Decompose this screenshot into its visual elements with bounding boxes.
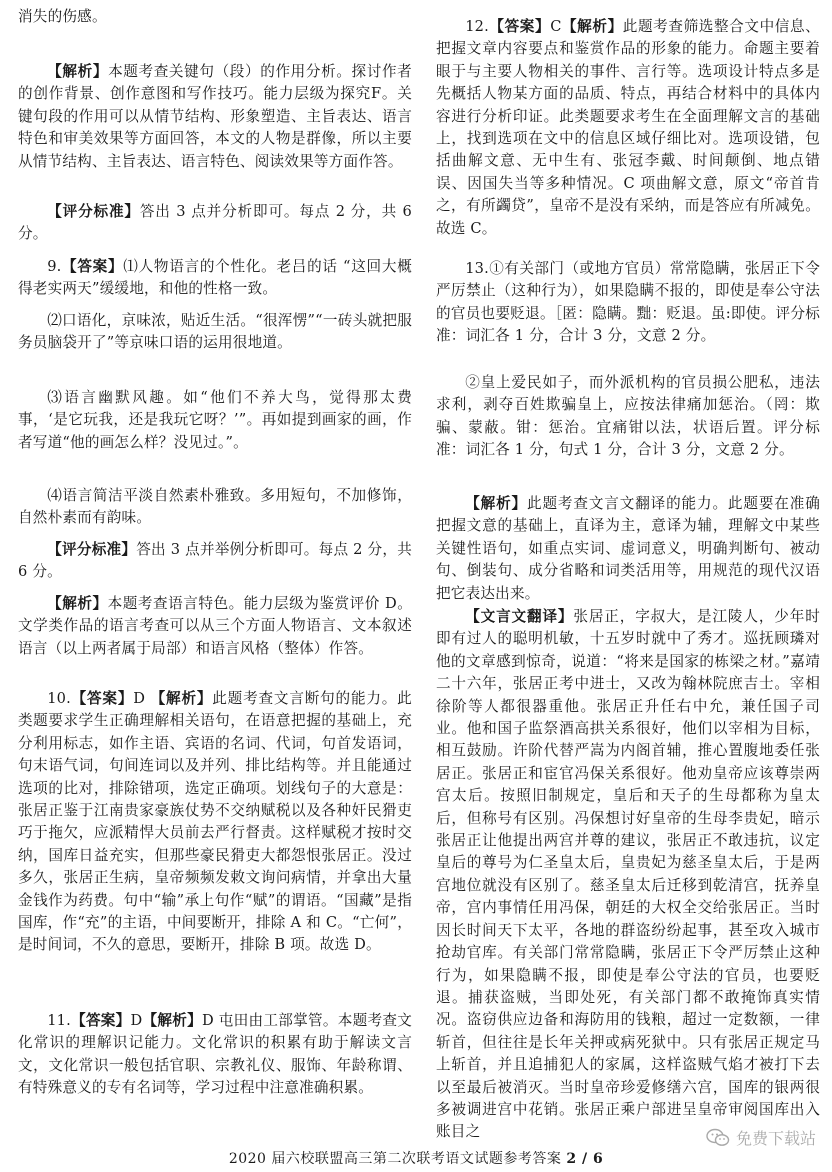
page-number: 2 / 6 [566,1151,604,1167]
answer-9-point-4: ⑷语言简洁平淡自然素朴雅致。多用短句，不加修饰，自然朴素而有韵味。 [18,487,412,527]
scoring-9: 【评分标准】答出 3 点并举例分析即可。每点 2 分，共 6 分。 [18,541,413,581]
answer-13-part-1: 13.①有关部门（或地方官员）常常隐瞒，张居正下令严厉禁止（这种行为），如果隐瞒不报的，即使是奉公守法的官员也要贬退。［匿：隐瞒。黜：贬退。虽:即使。评分标准：词汇各 1 分，合计 3 分，文意 2 分。 [436,260,820,345]
paragraph-continuation: 消失的伤感。 [18,8,107,25]
analysis-8: 【解析】本题考查关键句（段）的作用分析。探讨作者的创作背景、创作意图和写作技巧。能力层级为探究F。关键句段的作用可以从情节结构、形象塑造、主旨表达、语言特色和审美效果等方面回答，本文的人物是群像，所以主要从情节结构、主旨表达、语言特色、阅读效果等方面作答。 [18,63,412,170]
analysis-13: 【解析】此题考查文言文翻译的能力。此题要在准确把握文意的基础上，直译为主，意译为辅，理解文中某些关键性语句，如重点实词、虚词意义，明确判断句、被动句、倒装句、成分省略和词类活用等，用规范的现代汉语把它表达出来。 [436,495,820,602]
answer-9-point-2: ⑵口语化，京味浓，贴近生活。“很浑愣”“一砖头就把服务员脑袋开了”等京味口语的运用很地道。 [18,312,412,352]
answer-11: 11.【答案】D【解析】D 屯田由工部掌管。本题考查文化常识的理解识记能力。文化常识的积累有助于解读文言文，文化常识一般包括官职、宗教礼仪、服饰、年龄称谓、有特殊意义的专有名词等，学习过程中注意准确积累。 [18,1012,412,1097]
footer-title: 2020 届六校联盟高三第二次联考语文试题参考答案 [228,1151,562,1167]
wechat-icon [706,1128,730,1148]
watermark-text: 免费下载站 [735,1129,816,1148]
classical-translation: 【文言文翻译】张居正，字叔大，是江陵人，少年时即有过人的聪明机敏，十五岁时就中了秀才。巡抚顾璘对他的文章感到惊奇，说道：“将来是国家的栋梁之材。”嘉靖二十六年，张居正考中进士，又改为翰林院庶吉士。宰相徐阶等人都很器重他。张居正升任右中允，兼任国子司业。他和国子监祭酒高拱关系很好，他们以宰相为目标，相互鼓励。许阶代替严嵩为内阁首辅，推心置腹地委任张居正。张居正和宦官冯保关系很好。他劝皇帝应该尊崇两宫太后。按照旧制规定，皇后和天子的生母都称为皇太后，但称号有区别。冯保想讨好皇帝的生母李贵妃，暗示张居正让他提出两宫并尊的建议，张居正不敢违抗，议定皇后的尊号为仁圣皇太后，皇贵妃为慈圣皇太后，于是两宫地位就没有区别了。慈圣皇太后迁移到乾清宫，抚养皇帝，宫内事情任用冯保，朝廷的大权全交给张居正。当时因长时间天下太平，各地的群盗纷纷起事，甚至攻入城市抢劫官库。有关部门常常隐瞒，张居正下令严厉禁止这种行为，如果隐瞒不报，即使是奉公守法的官员，也要贬退。捕获盗贼，当即处死，有关部门都不敢掩饰真实情况。盗窃供应边备和海防用的钱粮，超过一定数额，一律斩首，但往往是长年关押或病死狱中。只有张居正规定马上斩首，并且追捕犯人的家属，这样盗贼气焰才被打下去以至最后被消灭。当时皇帝珍爱修缮六宫，国库的银两很多被调进宫中花销。张居正乘户部进呈皇帝审阅国库出入账目之 [436,608,820,1141]
page-footer [0,1148,832,1168]
answer-10: 10.【答案】D 【解析】此题考查文言断句的能力。此类题要求学生正确理解相关语句，在语意把握的基础上，充分利用标志，如作主语、宾语的名词、代词，句首发语词，句末语气词，句间连词以及并列、排比结构等。并且能通过选项的比对，排除错项，选定正确项。划线句子的大意是：张居正鉴于江南贵家豪族仗势不交纳赋税以及各种奸民猾吏巧于拖欠，应派精悍大员前去严行督责。这样赋税才按时交纳，国库日益充实，但那些豪民猾吏大都怨恨张居正。没过多久，张居正生病，皇帝频频发敕文询问病情，并拿出大量金钱作为药费。句中“输”承上句作“赋”的谓语。“国藏”是指国库，作“充”的主语，中间要断开，排除 A 和 C。“亡何”，是时间词，不久的意思，要断开，排除 B 项。故选 D。 [18,690,412,954]
watermark [706,1126,816,1149]
answer-12: 12.【答案】C【解析】此题考查筛选整合文中信息、把握文章内容要点和鉴赏作品的形象的能力。命题主要着眼于与主要人物相关的事件、言行等。选项设计特点多是先概括人物某方面的品质、特点，再结合材料中的具体内容进行分析印证。此类题要求考生在全面理解文言的基础上，找到选项在文中的信息区域仔细比对。选项设错，包括曲解文意、无中生有、张冠李戴、时间颠倒、地点错误、因国失当等多种情况。C 项曲解文意，原文“帝首肯之，有所蠲贷”，皇帝不是没有采纳，而是答应有所减免。故选 C。 [436,18,820,237]
analysis-9: 【解析】本题考查语言特色。能力层级为鉴赏评价 D。文学类作品的语言考查可以从三个方面人物语言、文本叙述语言（以上两者属于局部）和语言风格（整体）作答。 [18,595,412,657]
answer-9-point-3: ⑶语言幽默风趣。如“他们不养大鸟，觉得那太费事，‘是它玩我，还是我玩它呀？’”。再如提到画家的画，作者写道“他的画怎么样？没见过。”。 [18,389,412,451]
scoring-8: 【评分标准】答出 3 点并分析即可。每点 2 分，共 6 分。 [18,203,412,243]
answer-9: 9.【答案】⑴人物语言的个性化。老吕的话 “这回大概得老实两天”缓缓地，和他的性格一致。 [18,258,412,298]
answer-13-part-2: ②皇上爱民如子，而外派机构的官员损公肥私，违法求利，剥夺百姓欺骗皇上，应按法律痛加惩治。（罔：欺骗、蒙蔽。钳：惩治。宜痛钳以法，状语后置。评分标准：词汇各 1 分，句式 1 分，合计 3 分，文意 2 分。 [436,374,820,459]
